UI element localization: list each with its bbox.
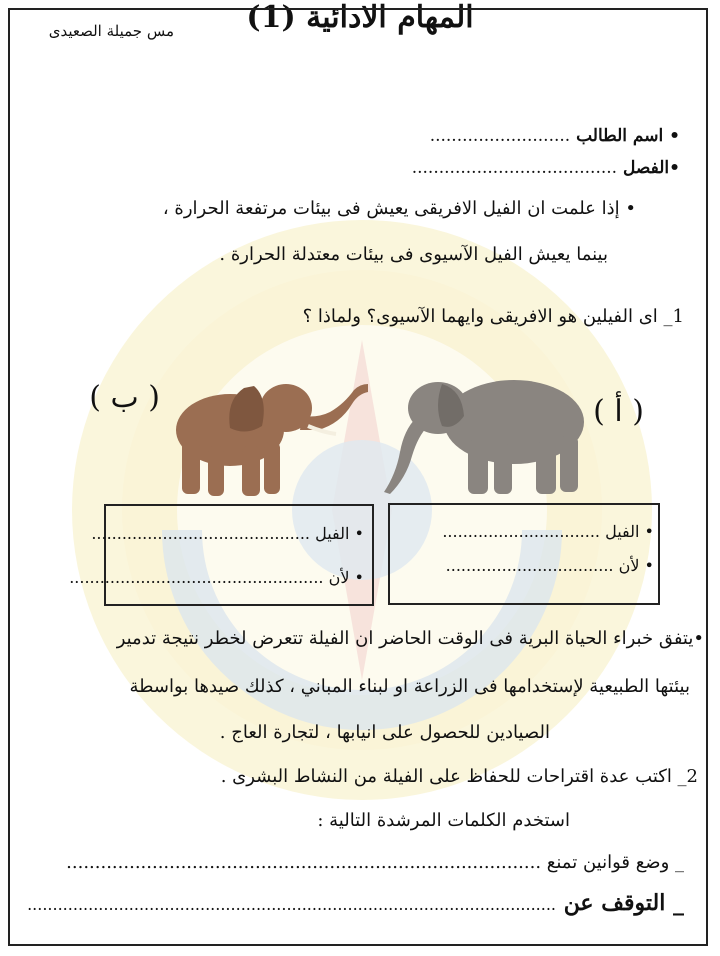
item-2[interactable]	[27, 890, 684, 916]
box-a-elephant-label: • الفيل	[605, 522, 654, 541]
intro-line-1: • إذا علمت ان الفيل الافريقى يعيش فى بيئات مرتفعة الحرارة ،	[162, 198, 636, 219]
label-b: ( ب )	[89, 380, 160, 415]
intro-line-2: بينما يعيش الفيل الآسيوى فى بيئات معتدلة الحرارة .	[219, 244, 608, 265]
box-a-because-line[interactable]	[446, 556, 654, 575]
box-a-because-label: • لأن	[618, 556, 654, 575]
item-2-label: _ التوقف عن	[563, 890, 684, 916]
box-b-elephant-line[interactable]	[91, 524, 364, 543]
student-name-label: • اسم الطالب	[576, 126, 680, 146]
item-1-label: _ وضع قوانين تمنع	[546, 852, 684, 873]
asian-elephant-icon	[376, 370, 590, 498]
page-title: المهام الادائية (1)	[246, 0, 474, 35]
box-b-because-dots: ..................................................	[69, 568, 324, 587]
box-a-elephant-line[interactable]	[442, 522, 654, 541]
paragraph-2-line-1: •يتفق خبراء الحياة البرية فى الوقت الحاضر ان الفيلة تتعرض لخطر نتيجة تدمير	[116, 628, 704, 649]
hint-text: استخدم الكلمات المرشدة التالية :	[317, 810, 570, 831]
answer-box-b	[104, 504, 374, 606]
paragraph-2-line-2: بيئتها الطبيعية لإستخدامها فى الزراعة او لبناء المباني ، كذلك صيدها بواسطة	[129, 676, 690, 697]
african-elephant-icon	[168, 368, 374, 502]
item-1[interactable]	[66, 852, 684, 873]
box-b-elephant-dots: ...........................................	[91, 524, 311, 543]
author-name: مس جميلة الصعيدى	[48, 22, 174, 40]
class-label: •الفصل	[623, 158, 680, 178]
student-name-dots: ..........................	[429, 126, 571, 146]
item-1-dots: ...................................................................................	[66, 852, 542, 873]
label-a: ( أ )	[593, 394, 644, 429]
class-field	[412, 158, 680, 178]
item-2-dots: ........................................................................................................	[27, 895, 557, 914]
box-a-because-dots: .................................	[445, 556, 614, 575]
paragraph-2-line-3: الصيادين للحصول على انيابها ، لتجارة العاج .	[219, 722, 550, 743]
box-a-elephant-dots: ...............................	[442, 522, 601, 541]
student-name-field	[430, 126, 680, 146]
box-b-elephant-label: • الفيل	[315, 524, 364, 543]
class-dots: ......................................	[411, 158, 618, 178]
question-1: 1_ اى الفيلين هو الافريقى وايهما الآسيوى؟ ولماذا ؟	[302, 306, 684, 327]
answer-box-a	[388, 503, 660, 605]
question-2: 2_ اكتب عدة اقتراحات للحفاظ على الفيلة من النشاط البشرى .	[220, 766, 698, 787]
box-b-because-label: • لأن	[328, 568, 364, 587]
box-b-because-line[interactable]	[69, 568, 364, 587]
